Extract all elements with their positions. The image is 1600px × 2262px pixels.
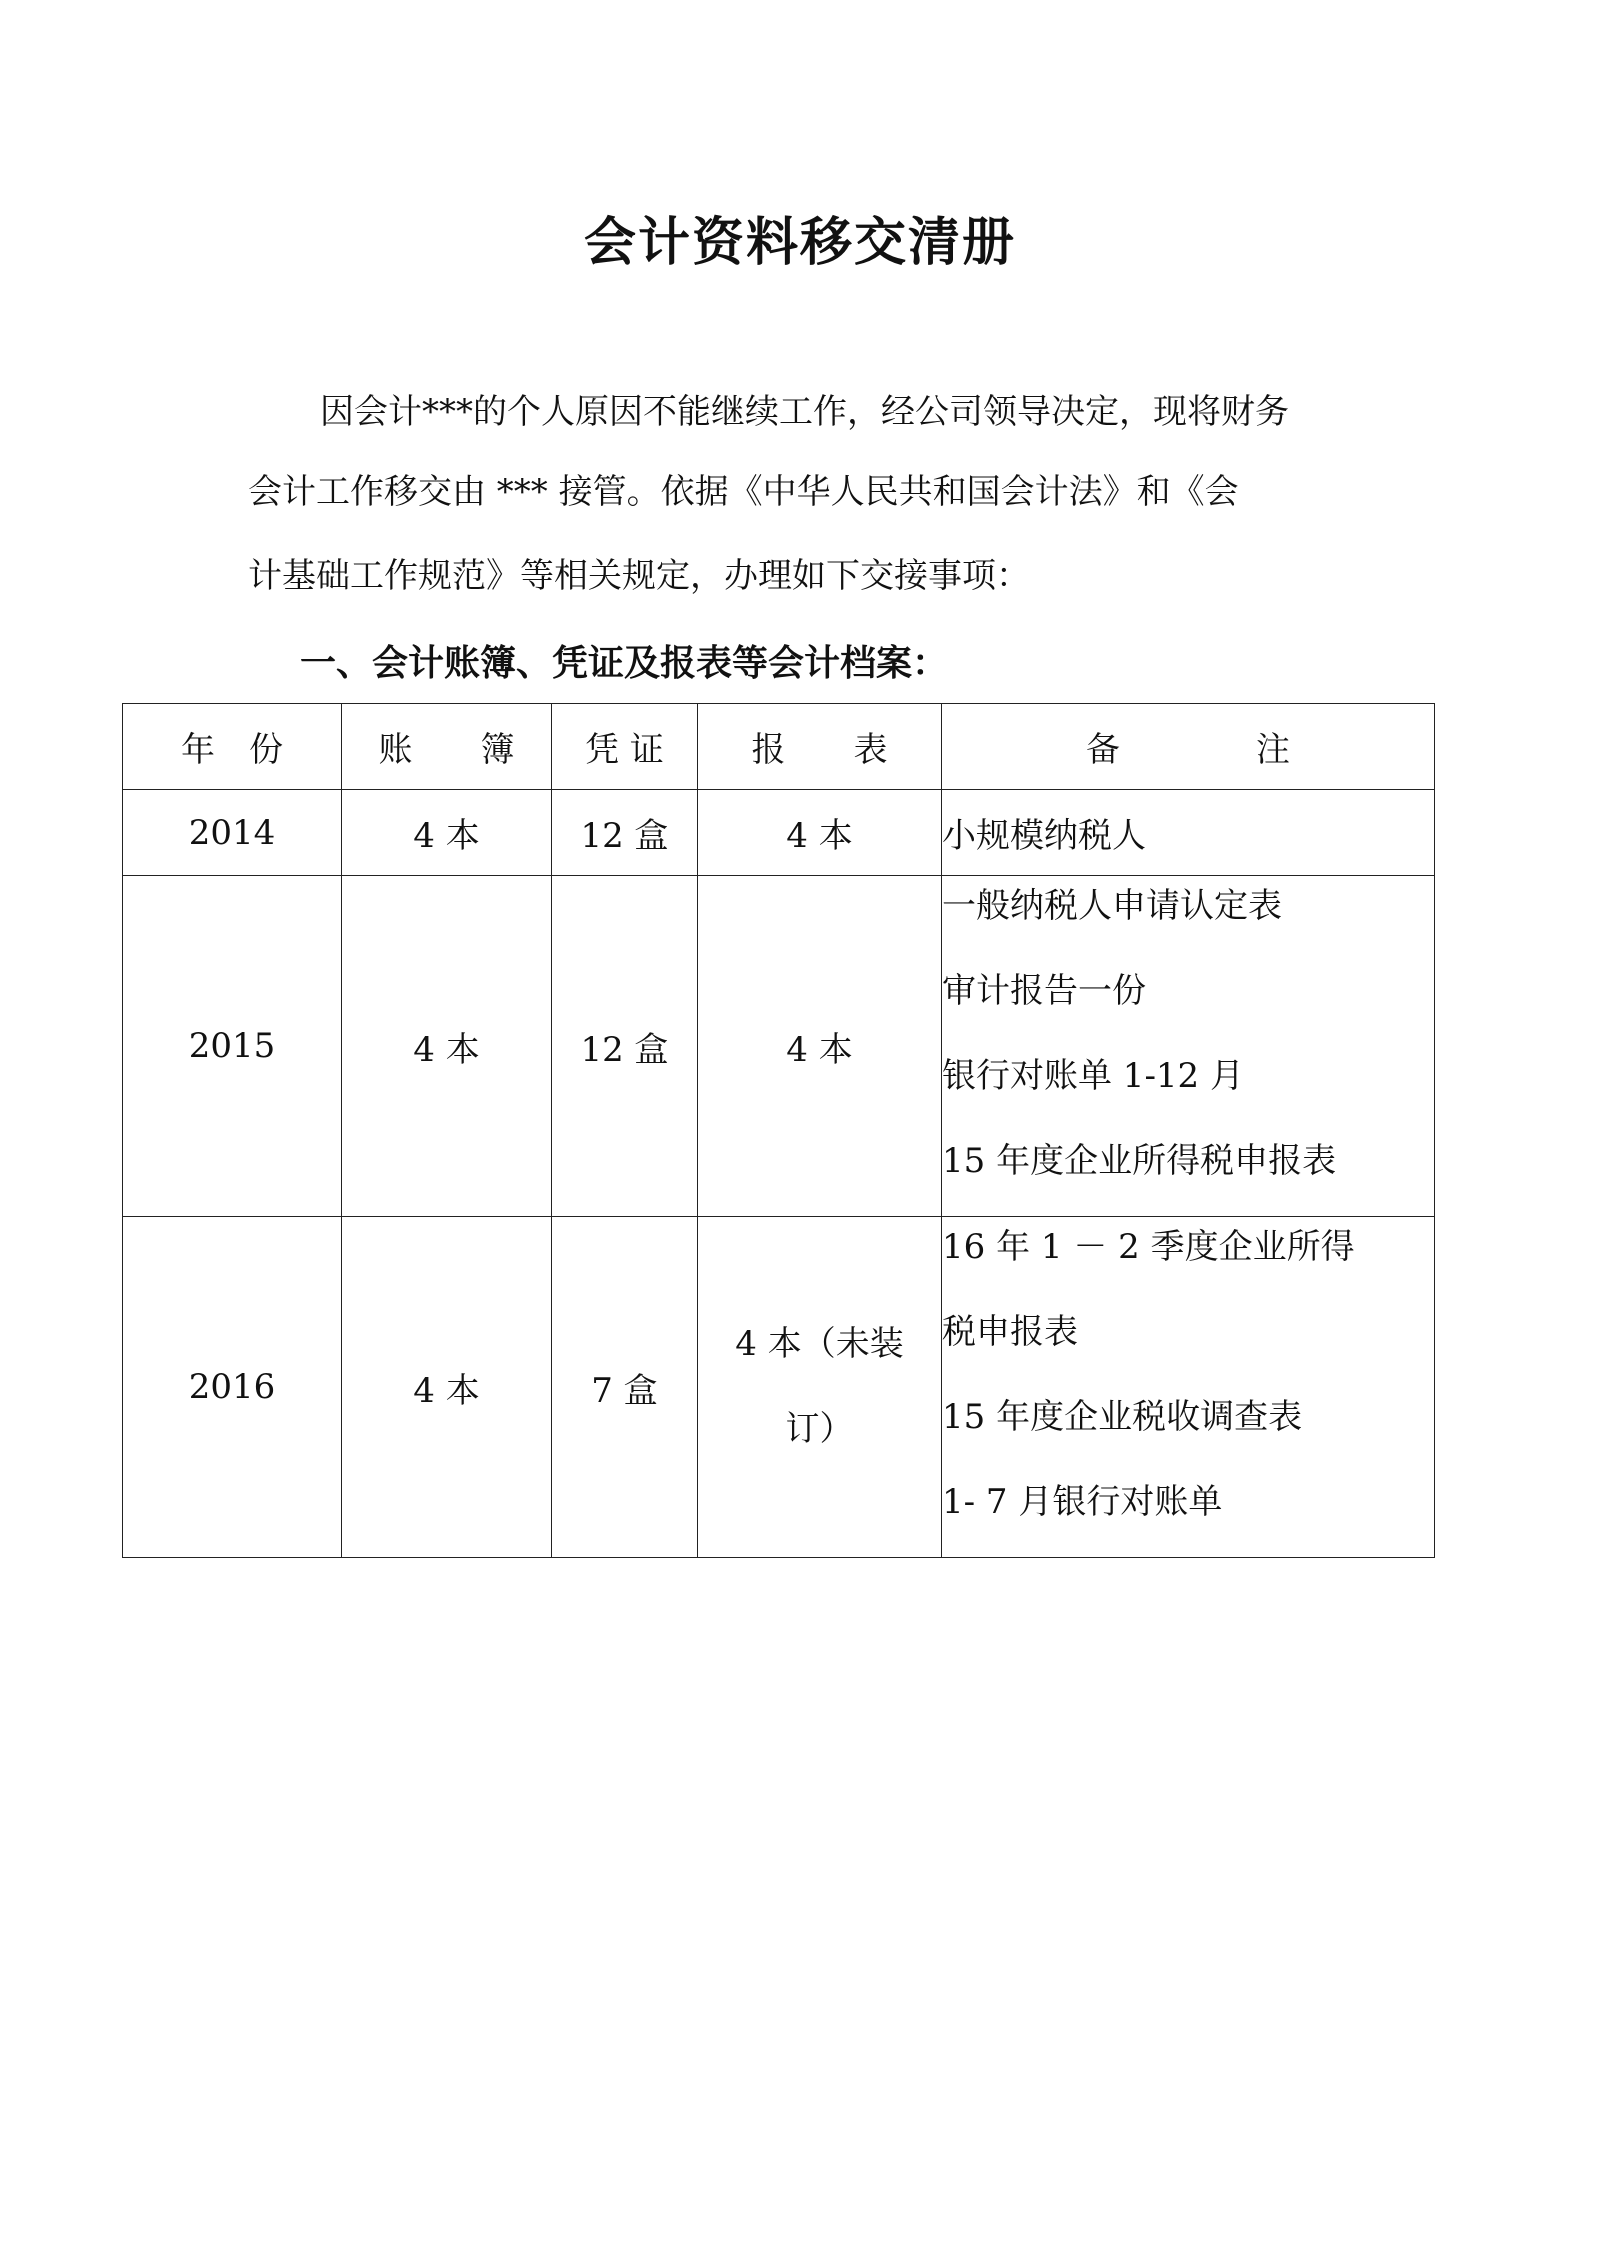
- note-line: 银行对账单 1-12 月: [942, 1056, 1244, 1096]
- intro-line-3: 计基础工作规范》等相关规定，办理如下交接事项：: [248, 556, 1030, 596]
- cell-year: 2014: [123, 790, 342, 876]
- header-reports: 报 表: [698, 704, 942, 790]
- cell-vouchers: 12 盒: [552, 876, 698, 1217]
- archive-table: [122, 703, 1435, 1558]
- cell-ledgers: 4 本: [342, 790, 552, 876]
- cell-reports: 4 本: [698, 790, 942, 876]
- cell-notes: [942, 1217, 1435, 1558]
- note-line: 1- 7 月银行对账单: [942, 1482, 1223, 1522]
- cell-year: 2016: [123, 1217, 342, 1558]
- note-line: 16 年 1 － 2 季度企业所得: [942, 1227, 1355, 1267]
- table-row: [123, 1217, 1435, 1558]
- intro-line-2: 会计工作移交由 *** 接管。依据《中华人民共和国会计法》和《会: [248, 472, 1239, 512]
- cell-notes: [942, 790, 1435, 876]
- cell-ledgers: 4 本: [342, 876, 552, 1217]
- cell-reports: 4 本: [698, 876, 942, 1217]
- cell-ledgers: 4 本: [342, 1217, 552, 1558]
- reports-line-2: 订）: [785, 1409, 854, 1449]
- table-header-row: [123, 704, 1435, 790]
- note-line: 审计报告一份: [942, 971, 1146, 1011]
- cell-vouchers: 12 盒: [552, 790, 698, 876]
- table-row: [123, 790, 1435, 876]
- document-title: 会计资料移交清册: [583, 212, 1016, 273]
- cell-year: 2015: [123, 876, 342, 1217]
- note-line: 一般纳税人申请认定表: [942, 886, 1282, 926]
- section-heading: 一、会计账簿、凭证及报表等会计档案：: [300, 642, 949, 684]
- note-line: 税申报表: [942, 1312, 1078, 1352]
- table-row: [123, 876, 1435, 1217]
- note-line: 小规模纳税人: [942, 816, 1146, 856]
- header-vouchers: 凭 证: [552, 704, 698, 790]
- reports-line-1: 4 本（未装: [735, 1324, 904, 1364]
- header-year: 年 份: [123, 704, 342, 790]
- intro-line-1: 因会计***的个人原因不能继续工作，经公司领导决定，现将财务: [320, 392, 1289, 432]
- header-notes: 备 注: [942, 704, 1435, 790]
- note-line: 15 年度企业税收调查表: [942, 1397, 1303, 1437]
- cell-vouchers: 7 盒: [552, 1217, 698, 1558]
- cell-reports: [698, 1217, 942, 1558]
- cell-notes: [942, 876, 1435, 1217]
- note-line: 15 年度企业所得税申报表: [942, 1141, 1337, 1181]
- header-ledgers: 账 簿: [342, 704, 552, 790]
